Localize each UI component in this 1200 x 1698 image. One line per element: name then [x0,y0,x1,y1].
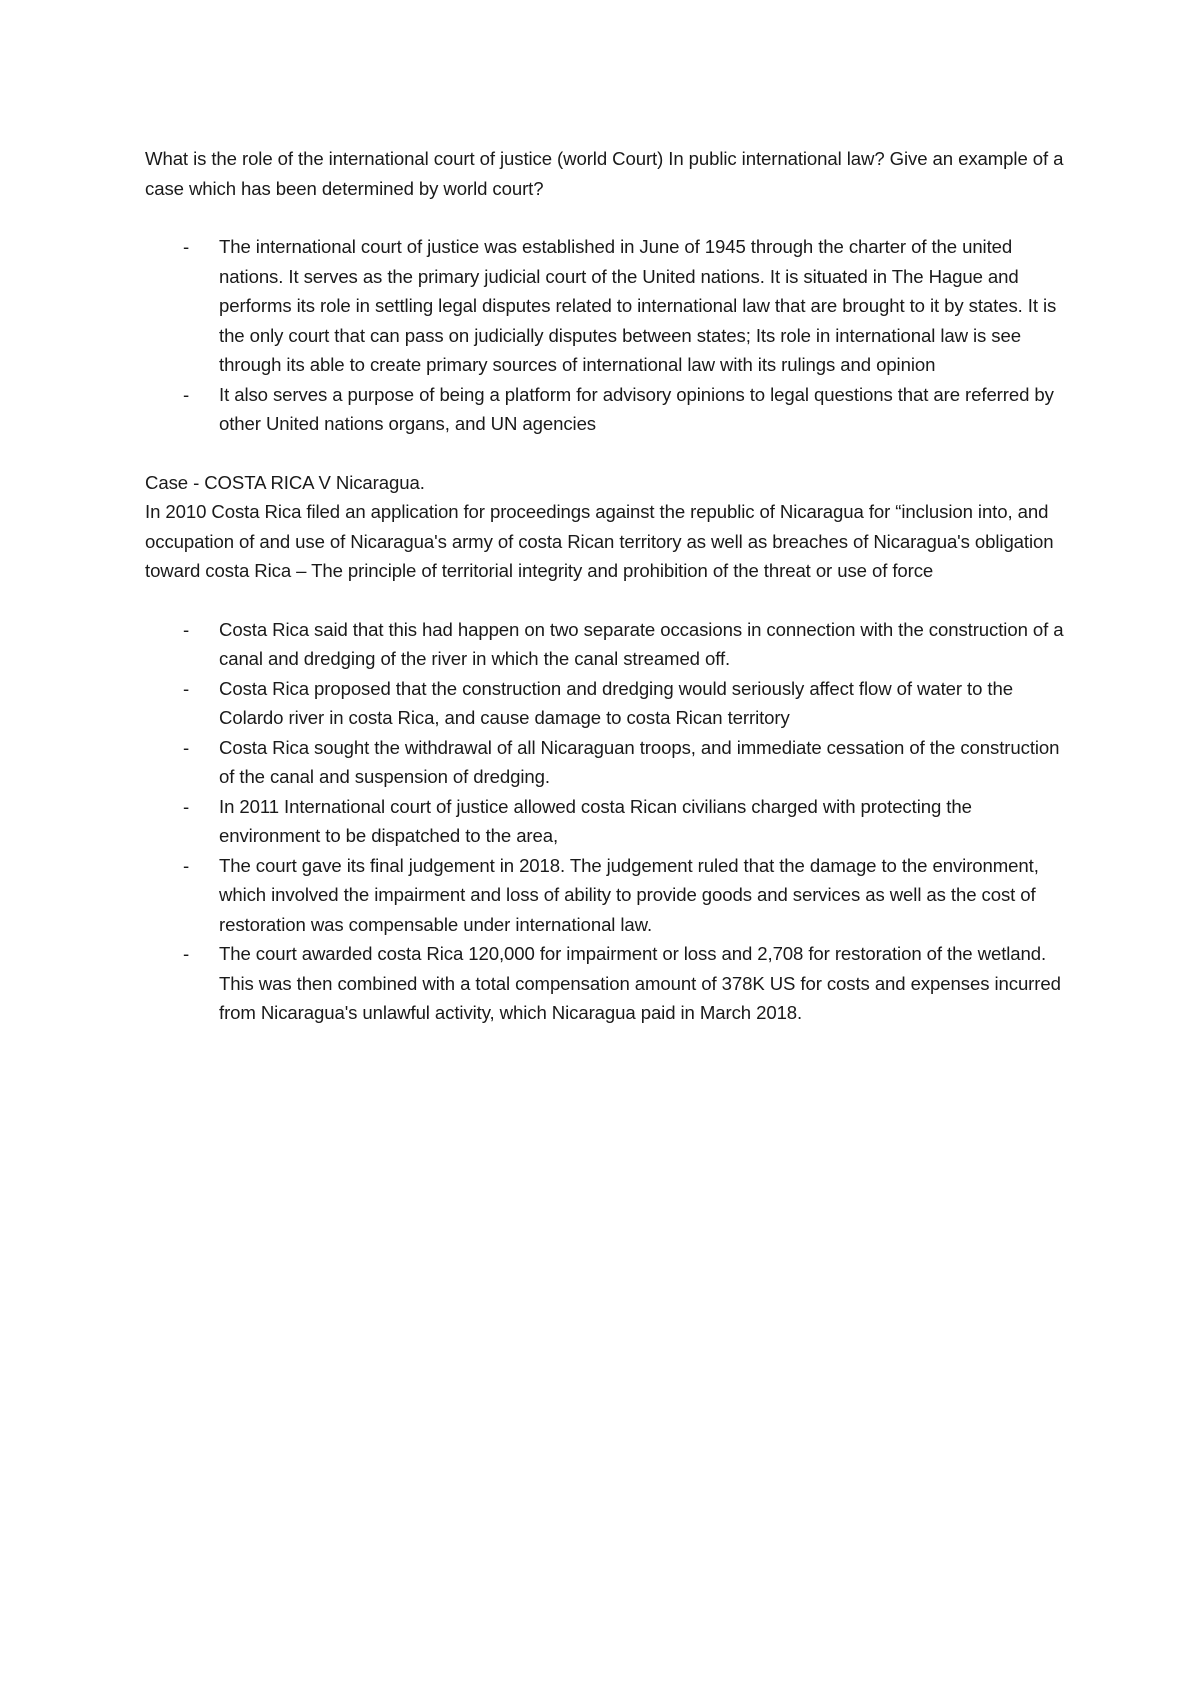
bullet-text: Costa Rica proposed that the construction and dredging would seriously affect flow of water to the Colardo river in costa Rica, and cause damage to costa Rican territory [219,677,1013,728]
question-paragraph: What is the role of the international court of justice (world Court) In public international law? Give an example of a case which has been determined by world court? [145,148,1064,199]
case-title: Case - COSTA RICA V Nicaragua. [145,471,425,493]
list-item [145,232,1065,380]
bullet-text: The international court of justice was established in June of 1945 through the charter of the united nations. It serves as the primary judicial court of the United nations. It is situated in The Hague and performs its role in settling legal disputes related to international law that are brought to it by states. It is the only court that can pass on judicially disputes between states; Its role in international law is see through its able to create primary sources of international law with its rulings and opinion [219,236,1057,375]
case-bullet-list [145,615,1065,1028]
list-item [145,674,1065,733]
bullet-dash: - [183,618,190,640]
role-bullet-list [145,232,1065,439]
bullet-text: The court gave its final judgement in 2018. The judgement ruled that the damage to the environment, which involved the impairment and loss of ability to provide goods and services as well as the cost of restoration was compensable under international law. [219,854,1039,935]
document-page [145,144,1065,1028]
bullet-text: Costa Rica said that this had happen on two separate occasions in connection with the construction of a canal and dredging of the river in which the canal streamed off. [219,618,1064,669]
list-item [145,615,1065,674]
bullet-dash: - [183,236,190,257]
bullet-text: It also serves a purpose of being a platform for advisory opinions to legal questions that are referred by other United nations organs, and UN agencies [219,383,1054,434]
bullet-text: In 2011 International court of justice allowed costa Rican civilians charged with protecting the environment to be dispatched to the area, [219,795,972,846]
bullet-dash: - [183,795,190,817]
case-summary: In 2010 Costa Rica filed an application for proceedings against the republic of Nicaragua for “inclusion into, and occupation of and use of Nicaragua's army of costa Rican territory as well as breaches of Nicaragua's obligation toward costa Rica – The principle of territorial integrity and prohibition of the threat or use of force [145,501,1054,581]
list-item [145,851,1065,940]
bullet-dash: - [183,677,190,699]
bullet-dash: - [183,383,190,405]
list-item [145,733,1065,792]
bullet-text: The court awarded costa Rica 120,000 for impairment or loss and 2,708 for restoration of the wetland. This was then combined with a total compensation amount of 378K US for costs and expenses incurred from Nicaragua's unlawful activity, which Nicaragua paid in March 2018. [219,943,1061,1023]
bullet-dash: - [183,854,190,876]
list-item [145,939,1065,1028]
bullet-text: Costa Rica sought the withdrawal of all Nicaraguan troops, and immediate cessation of the construction of the canal and suspension of dredging. [219,736,1060,787]
bullet-dash: - [183,943,190,964]
case-section [145,468,1065,586]
list-item [145,792,1065,851]
list-item [145,380,1065,439]
bullet-dash: - [183,736,190,758]
